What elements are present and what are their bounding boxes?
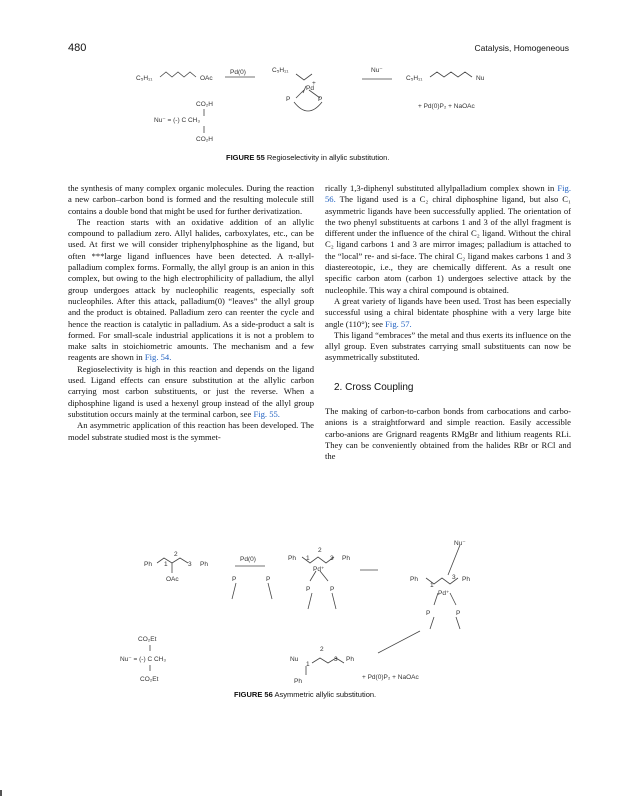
f56-nu-product: Nu <box>290 656 299 663</box>
f56-ph-4: Ph <box>342 555 350 562</box>
f56-m1: 1 <box>306 555 310 562</box>
figure-56-scheme <box>120 533 550 688</box>
f55-c5h11-a: C₅H₁₁ <box>136 75 153 82</box>
fig-54-link[interactable]: Fig. 54. <box>144 352 172 363</box>
f55-c5h11-b: C₅H₁₁ <box>272 67 289 74</box>
f56-k3: 3 <box>452 574 456 581</box>
f55-plus: + <box>312 80 316 87</box>
f56-p-f: P <box>456 610 461 617</box>
f56-pd0: Pd(0) <box>240 556 256 563</box>
f55-byproduct: + Pd(0)P₂ + NaOAc <box>418 103 475 110</box>
f55-nu-arrow: Nu⁻ <box>371 67 383 74</box>
page-number: 480 <box>68 42 87 54</box>
f56-co2et-top: CO₂Et <box>138 636 157 643</box>
f56-ph-6: Ph <box>462 576 470 583</box>
left-paragraph-3: Regioselectivity is high in this reaction and depends on the ligand used. Ligand effects can ensure substitution at the allylic carbon carrying most carbon substituents, or just the reverse. When a diphosphine ligand is used a hexenyl group instead of the allyl group substitution occurs mainly at the terminal carbon, see Fig. 55. <box>68 363 314 419</box>
f56-j3: 3 <box>334 656 338 663</box>
left-paragraph-4: An asymmetric application of this reaction has been developed. The model substrate studied most is the symmet- <box>68 420 314 442</box>
f55-p1: P <box>286 96 291 103</box>
f55-co2h-bottom: CO₂H <box>196 136 213 143</box>
f56-m2: 2 <box>318 547 322 554</box>
figure-55-label: FIGURE 55 <box>226 153 265 162</box>
f56-p-c: P <box>306 586 311 593</box>
allyl-fragment <box>296 74 312 80</box>
f56-arrow-3 <box>378 631 420 653</box>
f56-c2: 2 <box>174 551 178 558</box>
f56-ph-8: Ph <box>294 678 302 685</box>
figure-56-label: FIGURE 56 <box>234 690 273 699</box>
f56-ph-5: Ph <box>410 576 418 583</box>
left-paragraph-1: the synthesis of many complex organic molecules. During the reaction a new carbon–carbon bond is formed and the resulting molecule still contains a double bond that might be used for further derivatization. <box>68 183 314 216</box>
page-edge-mark <box>0 790 2 796</box>
right-paragraph-1: rically 1,3-diphenyl substituted allylpalladium complex shown in Fig. 56. The ligand used is a C₂ chiral diphosphine ligand, but also C₁ asymmetric ligands have been successfully applied. The orientation of the two phenyl substituents at carbons 1 and 3 of the allyl fragment is different under the influence of the chiral C₂ ligand. Without the chiral C₂ ligand carbons 1 and 3 are mirror images; palladium is attached to the “local” re- and si-face. The chiral C₂ ligand makes carbons 1 and 3 diastereotopic, i.e., they are chemically different. As a result one specific carbon atom (carbon 1) undergoes selective attack by the nucleophile. This way a chiral compound is obtained. <box>325 183 571 295</box>
f56-byproduct: + Pd(0)P₂ + NaOAc <box>362 674 419 681</box>
f56-m3: 3 <box>330 555 334 562</box>
figure-55-scheme <box>100 58 540 162</box>
right-paragraph-4: The making of carbon-to-carbon bonds from carbocations and carbo-anions is a straightforward and simple reaction. Easily accessible carbo-anions are Grignard reagents RMgBr and lithium reagents RLi. They can be conveniently obtained from the halides RBr or RCl and the <box>325 406 571 462</box>
f56-p-e: P <box>426 610 431 617</box>
left-text-column <box>68 183 314 443</box>
f56-co2et-bottom: CO₂Et <box>140 676 159 683</box>
f56-p-d: P <box>330 586 335 593</box>
fig-56-link[interactable]: Fig. 56. <box>325 183 571 205</box>
f56-nu-definition: Nu⁻ = (-) C CH₃ <box>120 656 166 663</box>
f56-ph-7: Ph <box>346 656 354 663</box>
f56-j2: 2 <box>320 646 324 653</box>
f56-c1: 1 <box>164 561 168 568</box>
f56-ph-2: Ph <box>200 561 208 568</box>
right-text-column <box>325 183 571 463</box>
substrate-chain <box>157 558 188 563</box>
f55-nu-definition: Nu⁻ = (-) C CH₃ <box>154 117 200 124</box>
left-paragraph-2: The reaction starts with an oxidative addition of an allylic compound to palladium zero. Allyl halides, carboxylates, etc., can be used. At first we will consider triphenylphosphine as the ligand, but often ***large ligand influences have been detected. A π-allyl-palladium complex forms. Formally, the allyl group is an anion in this complex, but owing to the high electrophilicity of palladium, the allyl group undergoes attack by nucleophilic reagents, especially soft nucleophiles. After this attack, palladium(0) “leaves” the allyl group and the product is obtained. Palladium zero can reenter the cycle and hence the reaction is catalytic in palladium. As a side-product a salt is formed. For small-scale industrial applications it is not a problem to make salts in stoichiometric amounts. The mechanism and a few reagents are shown in Fig. 54. <box>68 216 314 363</box>
f56-c3: 3 <box>188 561 192 568</box>
section-heading-cross-coupling: 2. Cross Coupling <box>334 381 414 393</box>
f55-co2h-top: CO₂H <box>196 101 213 108</box>
fig-55-link[interactable]: Fig. 55. <box>253 408 280 419</box>
f55-pd0: Pd(0) <box>230 69 246 76</box>
product-chain <box>430 72 472 77</box>
f56-ph-3: Ph <box>288 555 296 562</box>
f56-pd-plus: Pd⁺ <box>313 566 325 573</box>
f56-oac: OAc <box>166 576 179 583</box>
product-chain <box>312 658 344 663</box>
figure-55-text: Regioselectivity in allylic substitution. <box>266 153 390 162</box>
hexenyl-chain <box>160 72 196 77</box>
figure-56-text: Asymmetric allylic substitution. <box>274 690 377 699</box>
right-paragraph-3: This ligand “embraces” the metal and thus exerts its influence on the allyl group. Even substrates carrying small substituents can now be asymmetrically substituted. <box>325 329 571 363</box>
f55-pd: Pd <box>306 85 314 92</box>
f56-nu-top: Nu⁻ <box>454 540 466 547</box>
f56-p-a: P <box>232 576 237 583</box>
f55-c5h11-c: C₅H₁₁ <box>406 75 423 82</box>
f56-k1: 1 <box>430 582 434 589</box>
f56-pd-plus-2: Pd⁺ <box>438 590 450 597</box>
figure-56-caption <box>234 690 376 699</box>
figure-55-caption <box>226 153 389 162</box>
diphosphine-ring <box>294 102 322 111</box>
fig-57-link[interactable]: Fig. 57. <box>385 318 412 329</box>
f55-nu-end: Nu <box>476 75 485 82</box>
f56-j1: 1 <box>306 661 310 668</box>
f55-p2: P <box>318 96 323 103</box>
f56-p-b: P <box>266 576 271 583</box>
f56-ph-1: Ph <box>144 561 152 568</box>
right-paragraph-2: A great variety of ligands have been used. Trost has been especially successful using a chiral bidentate phosphine with a very large bite angle (110°); see Fig. 57. <box>325 295 571 329</box>
running-title: Catalysis, Homogeneous <box>474 43 569 53</box>
f55-oac: OAc <box>200 75 213 82</box>
